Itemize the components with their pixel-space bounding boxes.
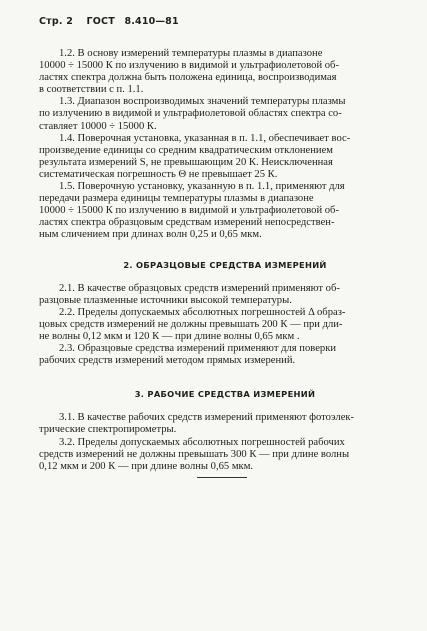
text-line: 2.1. В качестве образцовых средств измерений применяют об- [59, 282, 340, 294]
text-line: 2.3. Образцовые средства измерений применяют для поверки [59, 343, 337, 355]
text-line: 1.4. Поверочная установка, указанная в п. 1.1, обеспечивает вос- [59, 132, 351, 144]
text-line: 1.3. Диапазон воспроизводимых значений температуры плазмы [59, 96, 346, 108]
text-line: ставляет 10000 ÷ 15000 К. [39, 120, 157, 132]
text-line: систематическая погрешность Θ не превышает 25 К. [39, 168, 278, 180]
text-line: передачи размера единицы температуры плазмы в диапазоне [39, 193, 314, 205]
paragraph-2-1 [39, 283, 411, 307]
text-line: 2.2. Пределы допускаемых абсолютных погрешностей Δ образ- [59, 306, 346, 318]
paragraph-3-2 [39, 437, 411, 473]
paragraph-1-4 [39, 133, 411, 181]
section-heading-3: 3. РАБОЧИЕ СРЕДСТВА ИЗМЕРЕНИЙ [134, 389, 316, 400]
text-line: разцовые плазменные источники высокой температуры. [39, 294, 292, 306]
text-line: не волны 0,12 мкм и 120 К — при длине волны 0,65 мкм . [39, 330, 300, 342]
text-line: результата измерений S, не превышающим 20 К. Неисключенная [39, 156, 333, 168]
text-line: рабочих средств измерений методом прямых измерений. [39, 355, 296, 367]
paragraph-2-3 [39, 343, 411, 367]
spacer [39, 400, 411, 412]
spacer [39, 271, 411, 283]
page-header [39, 16, 185, 28]
document-body [39, 48, 411, 473]
text-line: 10000 ÷ 15000 К по излучению в видимой и ультрафиолетовой об- [39, 205, 339, 217]
text-line: произведение единицы со средним квадратическим отклонением [39, 144, 334, 156]
text-line: ным сличением при длинах волн 0,25 и 0,65 мкм. [39, 229, 262, 241]
text-line: в соответствии с п. 1.1. [39, 84, 144, 96]
text-line: ластях спектра образцовым средствам измерений непосредствен- [39, 217, 335, 229]
text-line: средств измерений не должны превышать 300 К — при длине волны [39, 448, 350, 460]
document-number: 8.410—81 [124, 16, 179, 27]
text-line: по излучению в видимой и ультрафиолетовой областях спектра со- [39, 108, 342, 120]
paragraph-3-1 [39, 412, 411, 436]
text-line: 1.5. Поверочную установку, указанную в п. 1.1, применяют для [59, 181, 345, 193]
text-line: 3.1. В качестве рабочих средств измерений применяют фотоэлек- [59, 412, 355, 424]
text-line: трические спектропирометры. [39, 424, 177, 436]
spacer [39, 242, 411, 259]
section-heading-2: 2. ОБРАЗЦОВЫЕ СРЕДСТВА ИЗМЕРЕНИЙ [123, 259, 327, 270]
standard-label: ГОСТ [86, 16, 115, 27]
page-number: Стр. 2 [39, 16, 74, 27]
text-line: 0,12 мкм и 200 К — при длине волны 0,65 мкм. [39, 460, 254, 472]
end-rule [197, 477, 247, 478]
paragraph-1-5 [39, 181, 411, 241]
paragraph-1-3 [39, 96, 411, 132]
text-line: 10000 ÷ 15000 К по излучению в видимой и ультрафиолетовой об- [39, 60, 339, 72]
text-line: 3.2. Пределы допускаемых абсолютных погрешностей рабочих [59, 436, 345, 448]
text-line: цовых средств измерений не должны превышать 200 К — при дли- [39, 318, 343, 330]
spacer [39, 367, 411, 388]
paragraph-2-2 [39, 307, 411, 343]
text-line: 1.2. В основу измерений температуры плазмы в диапазоне [59, 48, 323, 59]
text-line: ластях спектра должна быть положена единица, воспроизводимая [39, 72, 337, 84]
paragraph-1-2 [39, 48, 411, 96]
